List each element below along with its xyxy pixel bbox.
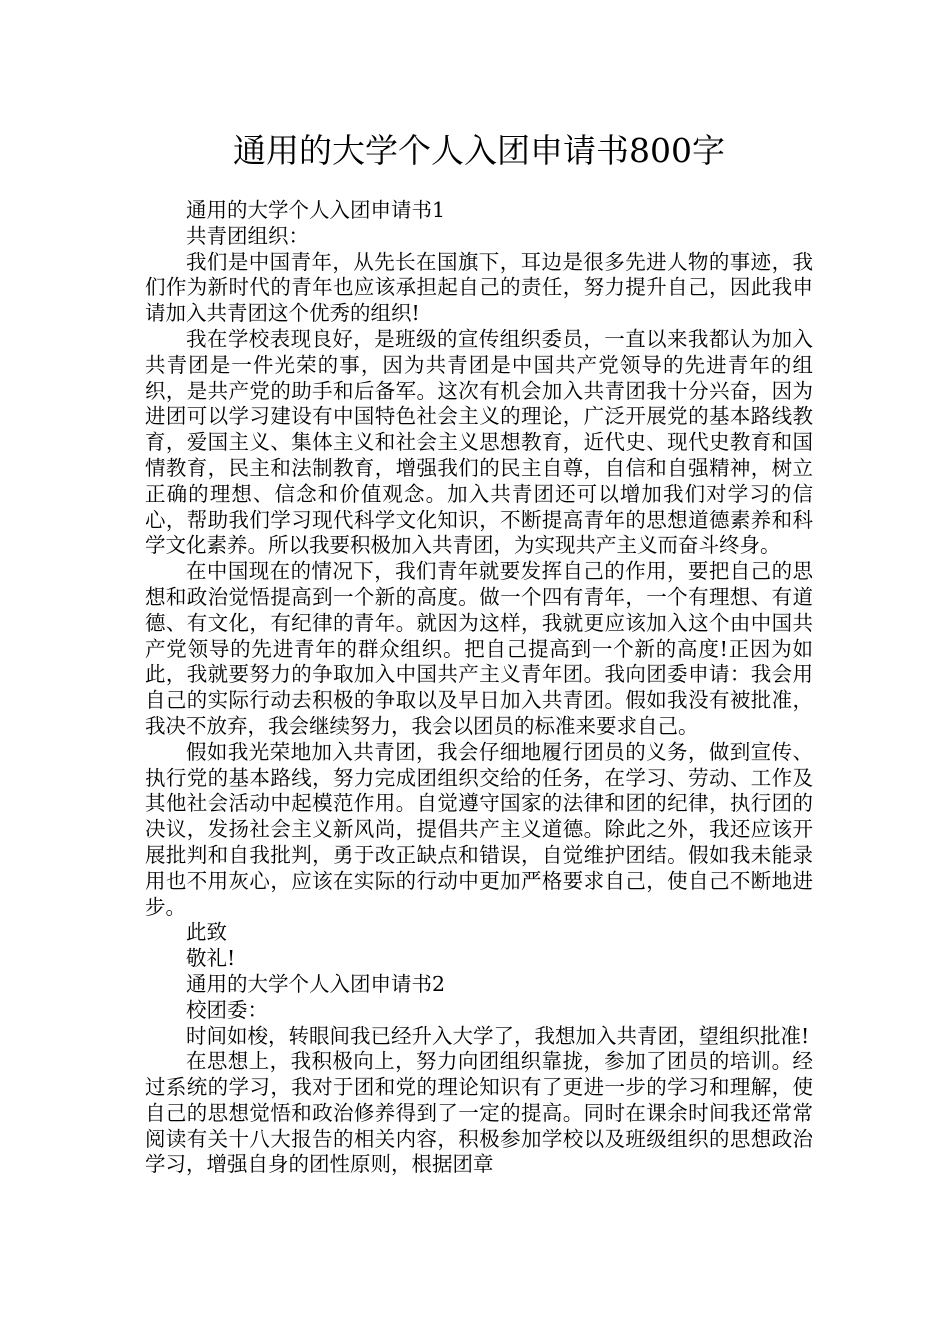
section-heading-1: 通用的大学个人入团申请书1	[186, 198, 446, 222]
closing-line: 此致	[186, 920, 227, 945]
body-paragraph: 我在学校表现良好，是班级的宣传组织委员，一直以来我都认为加入共青团是一件光荣的事，因为共青团是中国共产党领导的先进青年的组织，是共产党的助手和后备军。这次有机会加入共青团我十分兴奋，因为进团可以学习建设有中国特色社会主义的理论，广泛开展党的基本路线教育，爱国主义、集体主义和社会主义思想教育，近代史、现代史教育和国情教育，民主和法制教育，增强我们的民主自尊，自信和自强精神，树立正确的理想、信念和价值观念。加入共青团还可以增加我们对学习的信心，帮助我们学习现代科学文化知识，不断提高青年的思想道德素养和科学文化素养。所以我要积极加入共青团，为实现共产主义而奋斗终身。	[145, 326, 813, 558]
body-paragraph: 在思想上，我积极向上，努力向团组织靠拢，参加了团员的培训。经过系统的学习，我对于团和党的理论知识有了更进一步的学习和理解，使自己的思想觉悟和政治修养得到了一定的提高。同时在课余时间我还常常阅读有关十八大报告的相关内容，积极参加学校以及班级组织的思想政治学习，增强自身的团性原则，根据团章	[145, 1049, 813, 1177]
body-paragraph: 假如我光荣地加入共青团，我会仔细地履行团员的义务，做到宣传、执行党的基本路线，努力完成团组织交给的任务，在学习、劳动、工作及其他社会活动中起模范作用。自觉遵守国家的法律和团的纪律，执行团的决议，发扬社会主义新风尚，提倡共产主义道德。除此之外，我还应该开展批判和自我批判，勇于改正缺点和错误，自觉维护团结。假如我未能录用也不用灰心，应该在实际的行动中更加严格要求自己，使自己不断地进步。	[145, 739, 813, 919]
salutation-2: 校团委：	[186, 997, 268, 1022]
section-heading-2: 通用的大学个人入团申请书2	[186, 971, 446, 996]
document-title: 通用的大学个人入团申请书800字	[233, 131, 725, 170]
closing-line: 敬礼!	[186, 946, 236, 971]
document-page	[145, 0, 813, 1178]
document-body	[145, 198, 813, 1178]
body-paragraph: 在中国现在的情况下，我们青年就要发挥自己的作用，要把自己的思想和政治觉悟提高到一个新的高度。做一个四有青年，一个有理想、有道德、有文化，有纪律的青年。就因为这样，我就更应该加入这个由中国共产党领导的先进青年的群众组织。把自己提高到一个新的高度!正因为如此，我就要努力的争取加入中国共产主义青年团。我向团委申请：我会用自己的实际行动去积极的争取以及早日加入共青团。假如我没有被批准，我决不放弃，我会继续努力，我会以团员的标准来要求自己。	[145, 559, 813, 738]
body-paragraph: 时间如梭，转眼间我已经升入大学了，我想加入共青团，望组织批准!	[186, 1023, 810, 1048]
body-paragraph: 我们是中国青年，从先长在国旗下，耳边是很多先进人物的事迹，我们作为新时代的青年也应该承担起自己的责任，努力提升自己，因此我申请加入共青团这个优秀的组织!	[145, 249, 813, 326]
salutation-1: 共青团组织：	[186, 223, 309, 248]
